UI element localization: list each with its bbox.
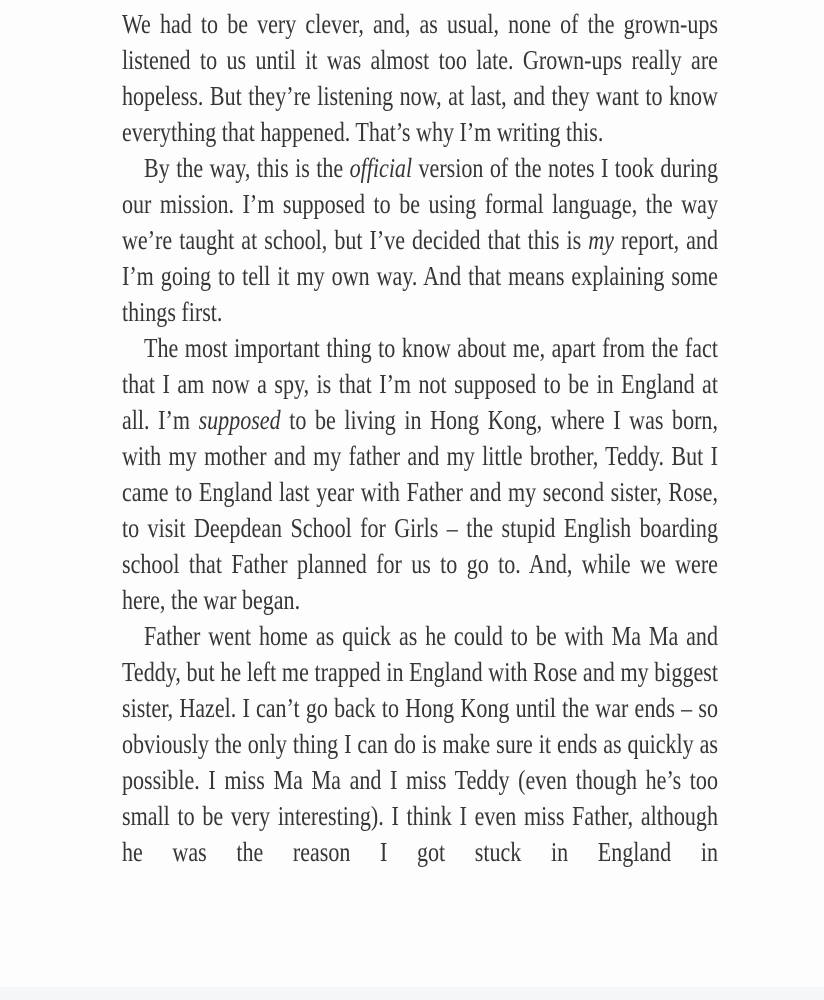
text-run: to be living in Hong Kong, where I was born, with my mother and my father and my little brother, Teddy. But I came to England last year with Father and my second sister, Rose, to visit Deepdean School for Girls – the stupid English boarding school that Father planned for us to go to. And, while we were here, the war began.: [122, 405, 718, 615]
text-run: By the way, this is the: [144, 153, 350, 183]
italic-text-run: supposed: [198, 405, 281, 435]
page-text: [122, 6, 718, 870]
paragraph: [122, 618, 718, 870]
text-run: report, and I’m going to tell it my own way. And that means explaining some things first.: [122, 225, 718, 327]
text-run: We had to be very clever, and, as usual, none of the grown-ups listened to us until it was almost too late. Grown-ups really are hopeless. But they’re listening now, at last, and they want to know everything that happened. That’s why I’m writing this.: [122, 9, 718, 147]
italic-text-run: my: [588, 225, 614, 255]
text-run: The most important thing to know about me, apart from the fact that I am now a spy, is that I’m not supposed to be in England at all. I’m: [122, 333, 718, 435]
paragraph: [122, 6, 718, 150]
page-bottom-band: [0, 987, 824, 1000]
paragraph: [122, 330, 718, 618]
paragraph: [122, 150, 718, 330]
italic-text-run: official: [349, 153, 413, 183]
text-run: Father went home as quick as he could to be with Ma Ma and Teddy, but he left me trapped in England with Rose and my biggest sister, Hazel. I can’t go back to Hong Kong until the war ends – so obviously the only thing I can do is make sure it ends as quickly as possible. I miss Ma Ma and I miss Teddy (even though he’s too small to be very interesting). I think I even miss Father, although he was the reason I got stuck in England in: [122, 621, 718, 867]
text-run: version of the notes I took during our mission. I’m supposed to be using formal language, the way we’re taught at school, but I’ve decided that this is: [122, 153, 718, 255]
